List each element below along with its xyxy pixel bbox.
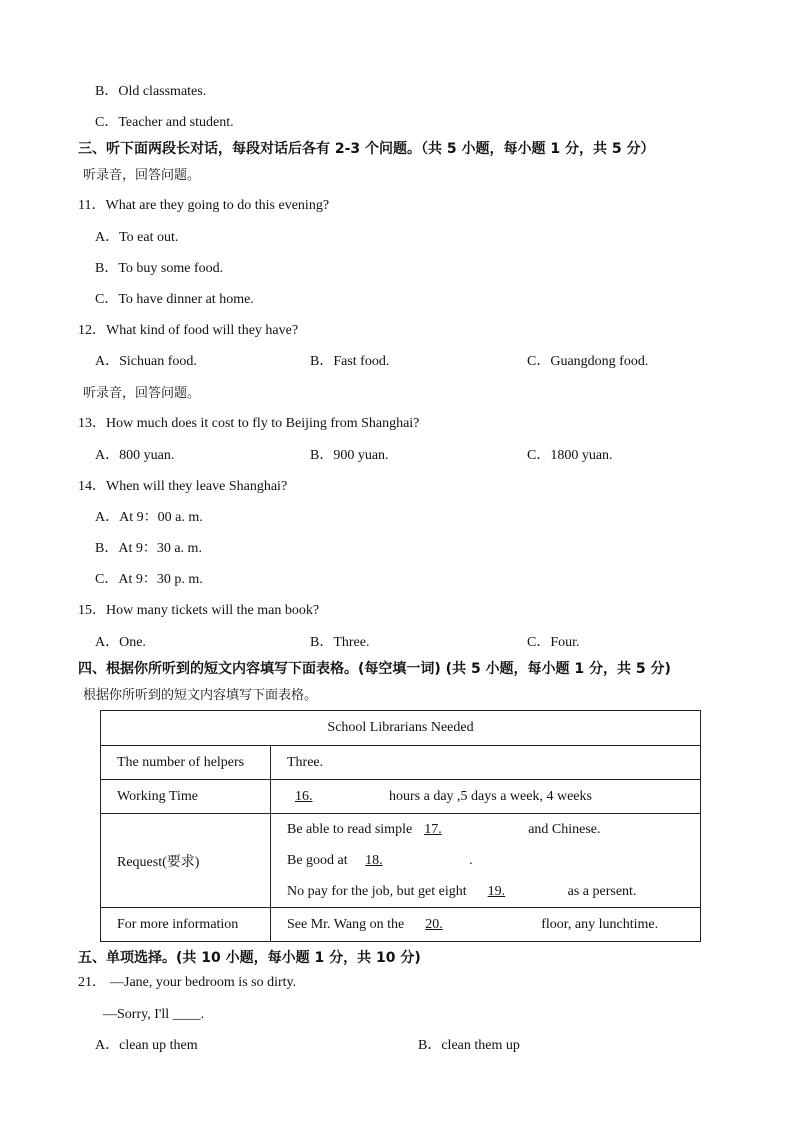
section-3-instruction-2: 听录音，回答问题。	[83, 385, 201, 400]
q11-option-b: B．To buy some food.	[95, 261, 224, 276]
q12-option-c: C．Guangdong food.	[527, 354, 649, 369]
q11-option-c: C．To have dinner at home.	[95, 292, 254, 307]
row-value-working-time	[271, 780, 701, 814]
q21-option-b: B．clean them up	[418, 1038, 520, 1053]
q10-option-c: C．Teacher and student.	[95, 115, 234, 130]
request-line-3-text: No pay for the job, but get eight	[287, 884, 467, 899]
q13-option-b: B．900 yuan.	[310, 448, 389, 463]
row-label-working-time: Working Time	[101, 780, 271, 814]
q13-option-c: C．1800 yuan.	[527, 448, 613, 463]
blank-20[interactable]: 20.	[425, 916, 443, 932]
q14-option-b: B．At 9：30 a. m.	[95, 541, 202, 556]
q10-option-b: B．Old classmates.	[95, 84, 207, 99]
librarians-table	[100, 710, 701, 942]
q13-option-a: A．800 yuan.	[95, 448, 175, 463]
row-label-more-info: For more information	[101, 908, 271, 942]
section-5-heading: 五、单项选择。(共 10 小题，每小题 1 分，共 10 分)	[78, 950, 421, 966]
row-label-request: Request(要求)	[101, 814, 271, 908]
request-line-2	[287, 845, 684, 876]
table-title: School Librarians Needed	[101, 711, 701, 746]
table-row	[101, 908, 701, 942]
q21-line-1: —Jane, your bedroom is so dirty.	[110, 975, 297, 990]
table-row	[101, 780, 701, 814]
q15-option-c: C．Four.	[527, 635, 580, 650]
row-label-helpers: The number of helpers	[101, 746, 271, 780]
request-line-2-end: .	[469, 853, 473, 868]
q11-option-a: A．To eat out.	[95, 230, 179, 245]
section-4-heading: 四、根据你所听到的短文内容填写下面表格。(每空填一词) (共 5 小题，每小题 1 分，共 5 分)	[78, 661, 671, 677]
q15-stem: 15．How many tickets will the man book?	[78, 603, 320, 618]
q12-stem: 12．What kind of food will they have?	[78, 323, 299, 338]
request-line-3-end: as a persent.	[567, 884, 637, 899]
q14-option-a: A．At 9：00 a. m.	[95, 510, 203, 525]
blank-17[interactable]: 17.	[424, 822, 442, 837]
q15-option-a: A．One.	[95, 635, 146, 650]
row-value-helpers: Three.	[271, 746, 701, 780]
section-4-instruction: 根据你所听到的短文内容填写下面表格。	[83, 687, 318, 702]
row-value-more-info	[271, 908, 701, 942]
more-info-text: See Mr. Wang on the	[287, 916, 405, 932]
section-3-instruction-1: 听录音，回答问题。	[83, 167, 201, 182]
q21-line-2-text: —Sorry, I'll	[103, 1007, 170, 1022]
q21-number: 21．	[78, 975, 106, 990]
request-line-1-text: Be able to read simple	[287, 822, 413, 837]
q11-stem: 11．What are they going to do this evening?	[78, 198, 330, 213]
q14-option-c: C．At 9：30 p. m.	[95, 572, 203, 587]
blank-16[interactable]: 16.	[295, 788, 313, 804]
q15-option-b: B．Three.	[310, 635, 370, 650]
row-value-request	[271, 814, 701, 908]
request-line-1	[287, 814, 684, 845]
q12-option-b: B．Fast food.	[310, 354, 390, 369]
more-info-end: floor, any lunchtime.	[541, 916, 659, 932]
q21-option-a: A．clean up them	[95, 1038, 198, 1053]
working-time-text: hours a day ,5 days a week, 4 weeks	[389, 788, 592, 804]
q14-stem: 14．When will they leave Shanghai?	[78, 479, 288, 494]
blank-19[interactable]: 19.	[487, 884, 506, 899]
request-line-3	[287, 876, 684, 907]
blank-18[interactable]: 18.	[365, 853, 383, 868]
request-line-1-end: and Chinese.	[528, 822, 601, 837]
request-line-2-text: Be good at	[287, 853, 348, 868]
section-3-heading: 三、听下面两段长对话，每段对话后各有 2-3 个问题。（共 5 小题，每小题 1 分，共 5 分）	[78, 141, 655, 157]
q12-option-a: A．Sichuan food.	[95, 354, 197, 369]
q21-line-2	[103, 1006, 204, 1024]
table-row	[101, 746, 701, 780]
table-row	[101, 814, 701, 908]
q21-line-2-end: .	[200, 1007, 205, 1022]
q21-blank: ____	[172, 1007, 201, 1022]
q13-stem: 13．How much does it cost to fly to Beijing from Shanghai?	[78, 416, 420, 431]
